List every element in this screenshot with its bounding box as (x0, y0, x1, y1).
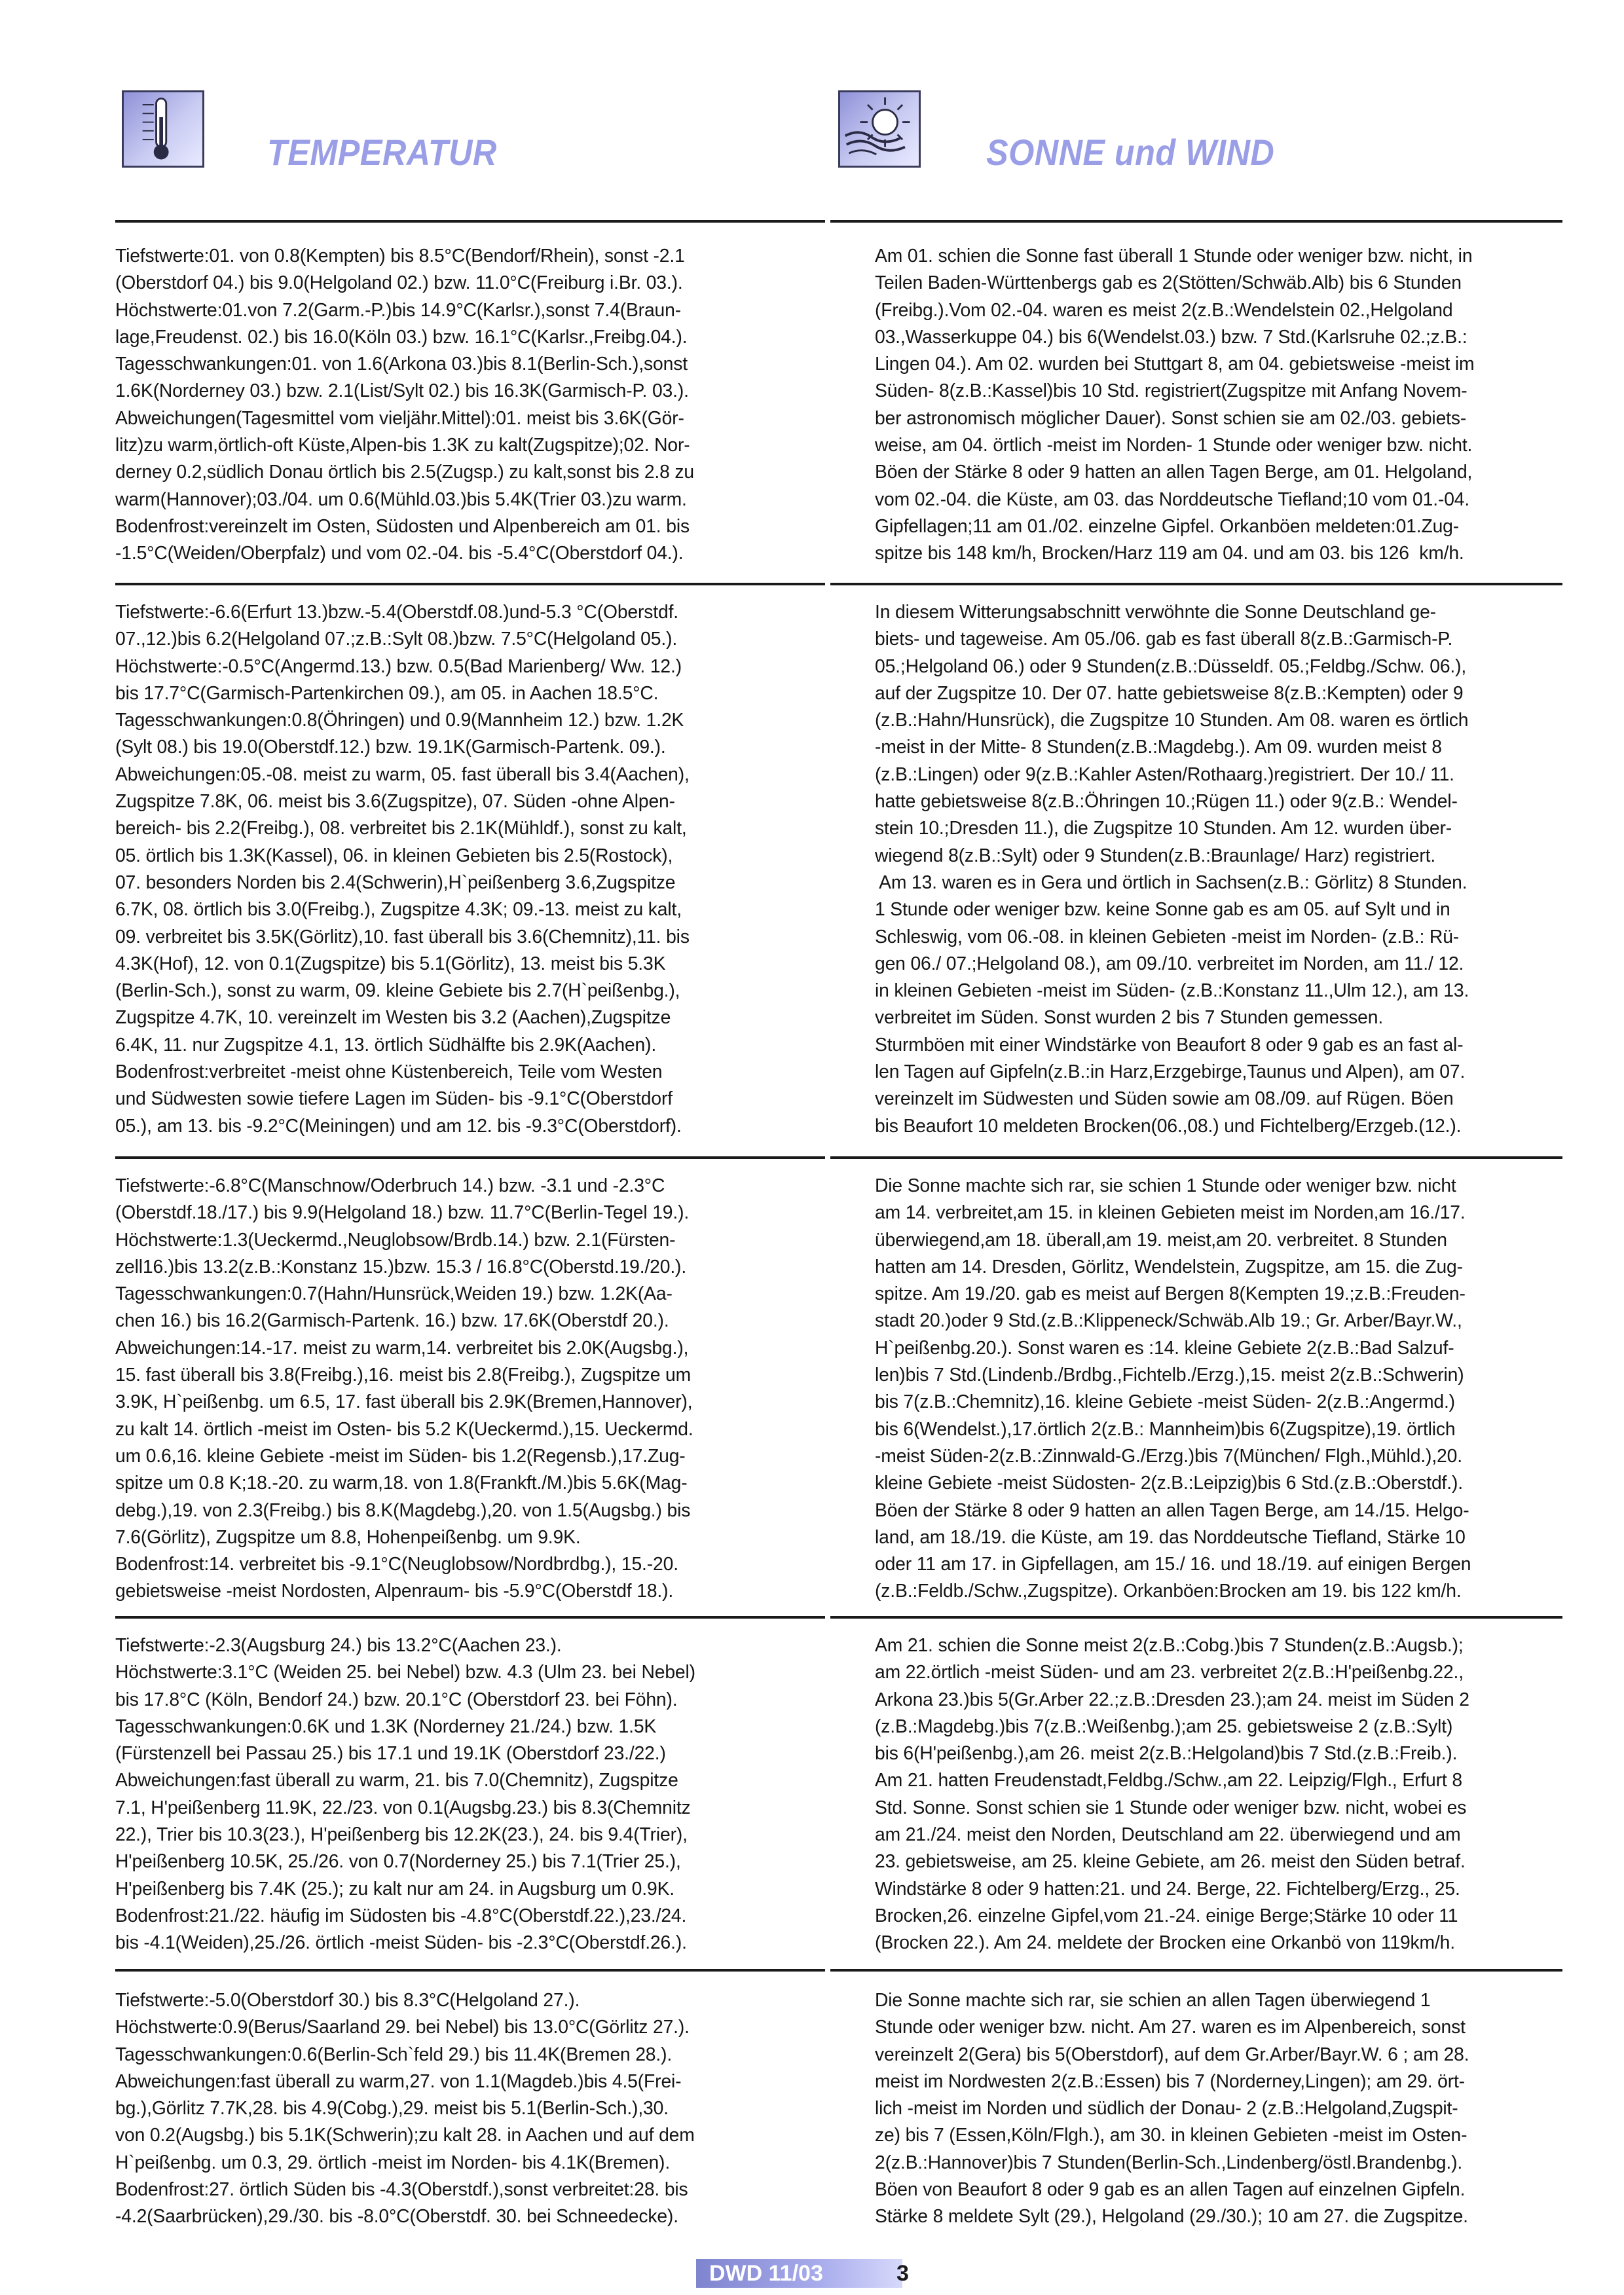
sonne-wind-block-3: Die Sonne machte sich rar, sie schien 1 Stunde oder weniger bzw. nicht am 14. verbreitet,am 15. in kleinen Gebieten meist im Norden,am 16./17. überwiegend,am 18. überall,am 19. meist,am 20. verbreitet. 8 Stunden hatten am 14. Dresden, Görlitz, Wendelstein, Zugspitze, am 15. die Zug- spitze. Am 19./20. gab es meist auf Bergen 8(Kempten 19.;z.B.:Freuden- stadt 20.)oder 9 Std.(z.B.:Klippeneck/Schwäb.Alb 19.; Gr. Arber/Bayr.W., H`peißenbg.20.). Sonst waren es :14. kleine Gebiete 2(z.B.:Bad Salzuf- len)bis 7 Std.(Lindenb./Brdbg.,Fichtelb./Erzg.),15. meist 2(z.B.:Schwerin) bis 7(z.B.:Chemnitz),16. kleine Gebiete -meist Süden- 2(z.B.:Angermd.) bis 6(Wendelst.),17.örtlich 2(z.B.: Mannheim)bis 6(Zugspitze),19. örtlich -meist Süden-2(z.B.:Zinnwald-G./Erzg.)bis 7(München/ Flgh.,Mühld.),20. kleine Gebiete -meist Südosten- 2(z.B.:Leipzig)bis 6 Std.(z.B.:Oberstdf.). Böen der Stärke 8 oder 9 hatten an allen Tagen Berge, am 14./15. Helgo- land, am 18./19. die Küste, am 19. das Norddeutsche Tiefland, Stärke 10 oder 11 am 17. in Gipfellagen, am 15./ 16. und 18./19. auf einigen Bergen (z.B.:Feldb./Schw.,Zugspitze). Orkanböen:Brocken am 19. bis 122 km/h. (875, 1175, 1471, 1602)
rule-left-3 (115, 1156, 825, 1159)
temperatur-block-2: Tiefstwerte:-6.6(Erfurt 13.)bzw.-5.4(Oberstdf.08.)und-5.3 °C(Oberstdf. 07.,12.)bis 6.2(Helgoland 07.;z.B.:Sylt 08.)bzw. 7.5°C(Helgoland 05.). Höchstwerte:-0.5°C(Angermd.13.) bzw. 0.5(Bad Marienberg/ Ww. 12.) bis 17.7°C(Garmisch-Partenkirchen 09.), am 05. in Aachen 18.5°C. Tagesschwankungen:0.8(Öhringen) und 0.9(Mannheim 12.) bzw. 1.2K (Sylt 08.) bis 19.0(Oberstdf.12.) bzw. 19.1K(Garmisch-Partenk. 09.). Abweichungen:05.-08. meist zu warm, 05. fast überall bis 3.4(Aachen), Zugspitze 7.8K, 06. meist bis 3.6(Zugspitze), 07. Süden -ohne Alpen- bereich- bis 2.2(Freibg.), 08. verbreitet bis 2.1K(Mühldf.), sonst zu kalt, 05. örtlich bis 1.3K(Kassel), 06. in kleinen Gebieten bis 2.5(Rostock), 07. besonders Norden bis 2.4(Schwerin),H`peißenberg 3.6,Zugspitze 6.7K, 08. örtlich bis 3.0(Freibg.), Zugspitze 4.3K; 09.-13. meist zu kalt, 09. verbreitet bis 3.5K(Görlitz),10. fast überall bis 3.6(Chemnitz),11. bis 4.3K(Hof), 12. von 0.1(Zugspitze) bis 5.1(Görlitz), 13. meist bis 5.3K (Berlin-Sch.), sonst zu warm, 09. kleine Gebiete bis 2.7(H`peißenbg.), Zugspitze 4.7K, 10. vereinzelt im Westen bis 3.2 (Aachen),Zugspitze 6.4K, 11. nur Zugspitze 4.1, 13. örtlich Südhälfte bis 2.9K(Aachen). Bodenfrost:verbreitet -meist ohne Küstenbereich, Teile vom Westen und Südwesten sowie tiefere Lagen im Süden- bis -9.1°C(Oberstdorf 05.), am 13. bis -9.2°C(Meiningen) und am 12. bis -9.3°C(Oberstdorf). (115, 601, 690, 1136)
sun-wind-icon (838, 90, 921, 168)
thermometer-icon (122, 90, 204, 168)
rule-right-5 (830, 1969, 1562, 1972)
section-title-sonne-und-wind: SONNE und WIND (986, 132, 1275, 173)
section-title-temperatur: TEMPERATUR (267, 132, 497, 173)
temperatur-block-5: Tiefstwerte:-5.0(Oberstdorf 30.) bis 8.3°C(Helgoland 27.). Höchstwerte:0.9(Berus/Saarland 29. bei Nebel) bis 13.0°C(Görlitz 27.). Tagesschwankungen:0.6(Berlin-Sch`feld 29.) bis 11.4K(Bremen 28.). Abweichungen:fast überall zu warm,27. von 1.1(Magdeb.)bis 4.5(Frei- bg.),Görlitz 7.7K,28. bis 4.9(Cobg.),29. meist bis 5.1(Berlin-Sch.),30. von 0.2(Augsbg.) bis 5.1K(Schwerin);zu kalt 28. in Aachen und auf dem H`peißenbg. um 0.3, 29. örtlich -meist im Norden- bis 4.1K(Bremen). Bodenfrost:27. örtlich Süden bis -4.3(Oberstdf.),sonst verbreitet:28. bis -4.2(Saarbrücken),29./30. bis -8.0°C(Oberstdf. 30. bei Schneedecke). (115, 1989, 695, 2227)
sonne-wind-block-4: Am 21. schien die Sonne meist 2(z.B.:Cobg.)bis 7 Stunden(z.B.:Augsb.); am 22.örtlich -meist Süden- und am 23. verbreitet 2(z.B.:H'peißenbg.22., Arkona 23.)bis 5(Gr.Arber 22.;z.B.:Dresden 23.);am 24. meist im Süden 2 (z.B.:Magdebg.)bis 7(z.B.:Weißenbg.);am 25. gebietsweise 2 (z.B.:Sylt) bis 6(H'peißenbg.),am 26. meist 2(z.B.:Helgoland)bis 7 Std.(z.B.:Freib.). Am 21. hatten Freudenstadt,Feldbg./Schw.,am 22. Leipzig/Flgh., Erfurt 8 Std. Sonne. Sonst schien sie 1 Stunde oder weniger bzw. nicht, wobei es am 21./24. meist den Norden, Deutschland am 22. überwiegend und am 23. gebietsweise, am 25. kleine Gebiete, am 26. meist den Süden betraf. Windstärke 8 oder 9 hatten:21. und 24. Berge, 22. Fichtelberg/Erzg., 25. Brocken,26. einzelne Gipfel,vom 21.-24. einige Berge;Stärke 10 oder 11 (Brocken 22.). Am 24. meldete der Brocken eine Orkanbö von 119km/h. (875, 1634, 1469, 1953)
sonne-wind-block-2: In diesem Witterungsabschnitt verwöhnte die Sonne Deutschland ge- biets- und tageweise. Am 05./06. gab es fast überall 8(z.B.:Garmisch-P. 05.;Helgoland 06.) oder 9 Stunden(z.B.:Düsseldf. 05.;Feldbg./Schw. 06.), auf der Zugspitze 10. Der 07. hatte gebietsweise 8(z.B.:Kempten) oder 9 (z.B.:Hahn/Hunsrück), die Zugspitze 10 Stunden. Am 08. waren es örtlich -meist in der Mitte- 8 Stunden(z.B.:Magdebg.). Am 09. wurden meist 8 (z.B.:Lingen) oder 9(z.B.:Kahler Asten/Rothaarg.)registriert. Der 10./ 11. hatte gebietsweise 8(z.B.:Öhringen 10.;Rügen 11.) oder 9(z.B.: Wendel- stein 10.;Dresden 11.), die Zugspitze 10 Stunden. Am 12. wurden über- wiegend 8(z.B.:Sylt) oder 9 Stunden(z.B.:Braunlage/ Harz) registriert. Am 13. waren es in Gera und örtlich in Sachsen(z.B.: Görlitz) 8 Stunden. 1 Stunde oder weniger bzw. keine Sonne gab es am 05. auf Sylt und in Schleswig, vom 06.-08. in kleinen Gebieten -meist im Norden- (z.B.: Rü- gen 06./ 07.;Helgoland 08.), am 09./10. verbreitet im Norden, am 11./ 12. in kleinen Gebieten -meist im Süden- (z.B.:Konstanz 11.,Ulm 12.), am 13. verbreitet im Süden. Sonst wurden 2 bis 7 Stunden gemessen. Sturmböen mit einer Windstärke von Beaufort 8 oder 9 gab es an fast al- len Tagen auf Gipfeln(z.B.:in Harz,Erzgebirge,Taunus und Alpen), am 07. vereinzelt im Südwesten und Süden sowie am 08./09. auf Rügen. Böen bis Beaufort 10 meldeten Brocken(06.,08.) und Fichtelberg/Erzgeb.(12.). (875, 601, 1469, 1136)
rule-right-3 (830, 1156, 1562, 1159)
rule-right-2 (830, 583, 1562, 585)
rule-left-2 (115, 583, 825, 585)
sonne-wind-block-5: Die Sonne machte sich rar, sie schien an allen Tagen überwiegend 1 Stunde oder weniger bzw. nicht. Am 27. waren es im Alpenbereich, sonst vereinzelt 2(Gera) bis 5(Oberstdorf), auf dem Gr.Arber/Bayr.W. 6 ; am 28. meist im Nordwesten 2(z.B.:Essen) bis 7 (Norderney,Lingen); am 29. ört- lich -meist im Norden und südlich der Donau- 2 (z.B.:Helgoland,Zugspit- ze) bis 7 (Essen,Köln/Flgh.), am 30. in kleinen Gebieten -meist im Osten- 2(z.B.:Hannover)bis 7 Stunden(Berlin-Sch.,Lindenberg/östl.Brandenbg.). Böen von Beaufort 8 oder 9 gab es an allen Tagen auf einzelnen Gipfeln. Stärke 8 meldete Sylt (29.), Helgoland (29./30.); 10 am 27. die Zugspitze. (875, 1989, 1469, 2227)
temperatur-block-4: Tiefstwerte:-2.3(Augsburg 24.) bis 13.2°C(Aachen 23.). Höchstwerte:3.1°C (Weiden 25. bei Nebel) bzw. 4.3 (Ulm 23. bei Nebel) bis 17.8°C (Köln, Bendorf 24.) bzw. 20.1°C (Oberstdorf 23. bei Föhn). Tagesschwankungen:0.6K und 1.3K (Norderney 21./24.) bzw. 1.5K (Fürstenzell bei Passau 25.) bis 17.1 und 19.1K (Oberstdorf 23./22.) Abweichungen:fast überall zu warm, 21. bis 7.0(Chemnitz), Zugspitze 7.1, H'peißenberg 11.9K, 22./23. von 0.1(Augsbg.23.) bis 8.3(Chemnitz 22.), Trier bis 10.3(23.), H'peißenberg bis 12.2K(23.), 24. bis 9.4(Trier), H'peißenberg 10.5K, 25./26. von 0.7(Norderney 25.) bis 7.1(Trier 25.), H'peißenberg bis 7.4K (25.); zu kalt nur am 24. in Augsburg um 0.9K. Bodenfrost:21./22. häufig im Südosten bis -4.8°C(Oberstdf.22.),23./24. bis -4.1(Weiden),25./26. örtlich -meist Süden- bis -2.3°C(Oberstdf.26.). (115, 1634, 695, 1953)
page-number: 3 (896, 2261, 909, 2286)
temperatur-block-3: Tiefstwerte:-6.8°C(Manschnow/Oderbruch 14.) bzw. -3.1 und -2.3°C (Oberstdf.18./17.) bis 9.9(Helgoland 18.) bzw. 11.7°C(Berlin-Tegel 19.). Höchstwerte:1.3(Ueckermd.,Neuglobsow/Brdb.14.) bzw. 2.1(Fürsten- zell16.)bis 13.2(z.B.:Konstanz 15.)bzw. 15.3 / 16.8°C(Oberstd.19./20.). Tagesschwankungen:0.7(Hahn/Hunsrück,Weiden 19.) bzw. 1.2K(Aa- chen 16.) bis 16.2(Garmisch-Partenk. 16.) bzw. 17.6K(Oberstdf 20.). Abweichungen:14.-17. meist zu warm,14. verbreitet bis 2.0K(Augsbg.), 15. fast überall bis 3.8(Freibg.),16. meist bis 2.8(Freibg.), Zugspitze um 3.9K, H`peißenbg. um 6.5, 17. fast überall bis 2.9K(Bremen,Hannover), zu kalt 14. örtlich -meist im Osten- bis 5.2 K(Ueckermd.),15. Ueckermd. um 0.6,16. kleine Gebiete -meist im Süden- bis 1.2(Regensb.),17.Zug- spitze um 0.8 K;18.-20. zu warm,18. von 1.8(Frankft./M.)bis 5.6K(Mag- debg.),19. von 2.3(Freibg.) bis 8.K(Magdebg.),20. von 1.5(Augsbg.) bis 7.6(Görlitz), Zugspitze um 8.8, Hohenpeißenbg. um 9.9K. Bodenfrost:14. verbreitet bis -9.1°C(Neuglobsow/Nordbrdbg.), 15.-20. gebietsweise -meist Nordosten, Alpenraum- bis -5.9°C(Oberstdf 18.). (115, 1175, 693, 1602)
page-footer (696, 2259, 909, 2288)
rule-right-4 (830, 1616, 1562, 1619)
temperatur-block-1: Tiefstwerte:01. von 0.8(Kempten) bis 8.5°C(Bendorf/Rhein), sonst -2.1 (Oberstdorf 04.) bis 9.0(Helgoland 02.) bzw. 11.0°C(Freiburg i.Br. 03.). Höchstwerte:01.von 7.2(Garm.-P.)bis 14.9°C(Karlsr.),sonst 7.4(Braun- lage,Freudenst. 02.) bis 16.0(Köln 03.) bzw. 16.1°C(Karlsr.,Freibg.04.). Tagesschwankungen:01. von 1.6(Arkona 03.)bis 8.1(Berlin-Sch.),sonst 1.6K(Norderney 03.) bzw. 2.1(List/Sylt 02.) bis 16.3K(Garmisch-P. 03.). Abweichungen(Tagesmittel vom vieljähr.Mittel):01. meist bis 3.6K(Gör- litz)zu warm,örtlich-oft Küste,Alpen-bis 1.3K zu kalt(Zugspitze);02. Nor- derney 0.2,südlich Donau örtlich bis 2.5(Zugsp.) zu kalt,sonst bis 2.8 zu warm(Hannover);03./04. um 0.6(Mühld.03.)bis 5.4K(Trier 03.)zu warm. Bodenfrost:vereinzelt im Osten, Südosten und Alpenbereich am 01. bis -1.5°C(Weiden/Oberpfalz) und vom 02.-04. bis -5.4°C(Oberstdorf 04.). (115, 245, 695, 564)
rule-left-1 (115, 220, 825, 223)
rule-right-1 (830, 220, 1562, 223)
publication-id: DWD 11/03 (709, 2261, 823, 2286)
rule-left-5 (115, 1969, 825, 1972)
rule-left-4 (115, 1616, 825, 1619)
sonne-wind-block-1: Am 01. schien die Sonne fast überall 1 Stunde oder weniger bzw. nicht, in Teilen Baden-Württenbergs gab es 2(Stötten/Schwäb.Alb) bis 6 Stunden (Freibg.).Vom 02.-04. waren es meist 2(z.B.:Wendelstein 02.,Helgoland 03.,Wasserkuppe 04.) bis 6(Wendelst.03.) bzw. 7 Std.(Karlsruhe 02.;z.B.: Lingen 04.). Am 02. wurden bei Stuttgart 8, am 04. gebietsweise -meist im Süden- 8(z.B.:Kassel)bis 10 Std. registriert(Zugspitze mit Anfang Novem- ber astronomisch möglicher Dauer). Sonst schien sie am 02./03. gebiets- weise, am 04. örtlich -meist im Norden- 1 Stunde oder weniger bzw. nicht. Böen der Stärke 8 oder 9 hatten an allen Tagen Berge, am 01. Helgoland, vom 02.-04. die Küste, am 03. das Norddeutsche Tiefland;10 vom 01.-04. Gipfellagen;11 am 01./02. einzelne Gipfel. Orkanböen meldeten:01.Zug- spitze bis 148 km/h, Brocken/Harz 119 am 04. und am 03. bis 126 km/h. (875, 245, 1475, 564)
